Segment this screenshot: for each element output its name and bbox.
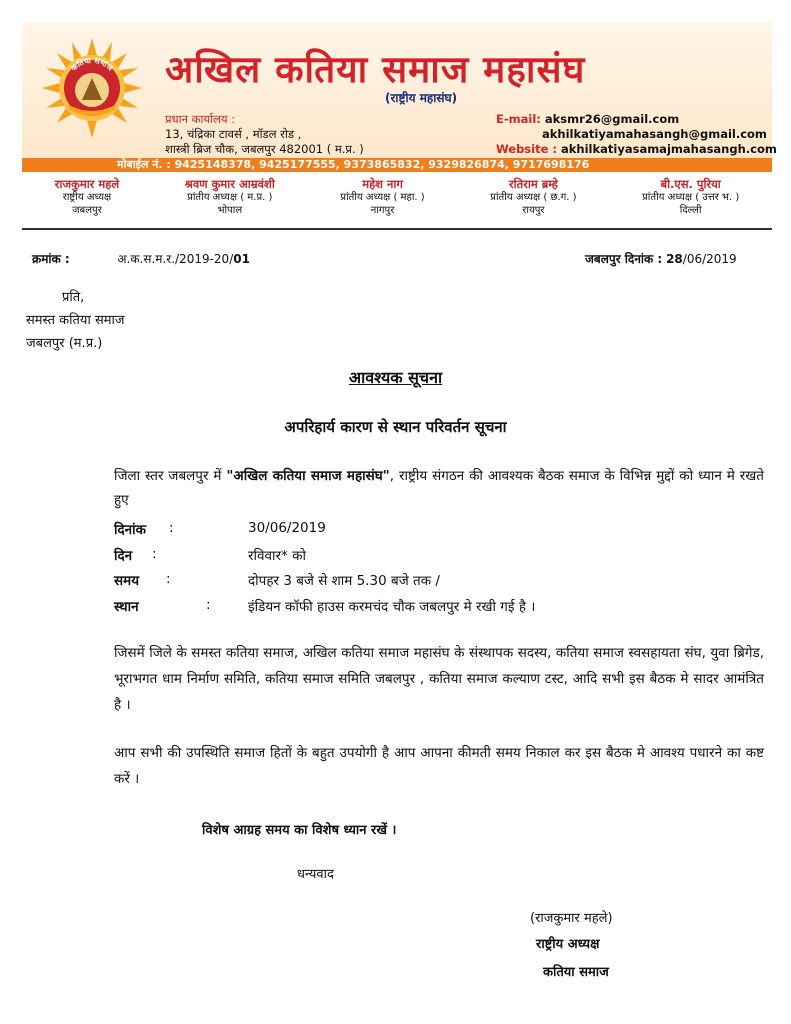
- header-divider: [22, 228, 772, 230]
- mobile-numbers-bar: मोबाईल नं. : 9425148378, 9425177555, 9373865832, 9329826874, 9717698176: [22, 158, 772, 172]
- detail-colon: :: [166, 571, 171, 587]
- detail-label: दिनांक: [114, 522, 147, 538]
- svg-text:कतिया समाज: [69, 56, 116, 74]
- office-line-1: 13, चंद्रिका टावर्स , मॉडल रोड ,: [165, 127, 302, 141]
- office-label: प्रधान कार्यालय :: [165, 112, 236, 126]
- notice-heading-wrap: [0, 366, 791, 388]
- intro-paragraph: [114, 464, 764, 512]
- detail-value: दोपहर 3 बजे से शाम 5.30 बजे तक /: [248, 573, 440, 589]
- date-day: 28: [666, 252, 683, 266]
- officers-row: [22, 178, 772, 217]
- signatory-title: राष्ट्रीय अध्यक्ष: [536, 937, 600, 952]
- detail-colon: :: [206, 597, 211, 613]
- officer-place: जबलपुर: [72, 205, 102, 216]
- notice-heading: आवश्यक सूचना: [348, 368, 443, 387]
- officer-name: रतिराम ब्रम्हे: [508, 177, 558, 191]
- logo-text: कतिया समाज: [69, 55, 115, 73]
- officer-1: [55, 178, 119, 217]
- email-1[interactable]: aksmr26@gmail.com: [544, 112, 680, 126]
- reference-prefix: अ.क.स.म.र./2019-20/: [117, 252, 234, 266]
- officer-place: नागपुर: [370, 205, 395, 216]
- officer-place: भोपाल: [217, 205, 243, 216]
- date-rest: /06/2019: [682, 252, 737, 266]
- officer-post: राष्ट्रीय अध्यक्ष: [62, 192, 112, 203]
- officer-3: [340, 178, 424, 217]
- contact-block: [496, 112, 777, 157]
- detail-value: 30/06/2019: [248, 520, 326, 536]
- signatory-org: कतिया समाज: [543, 965, 609, 980]
- date-label: जबलपुर दिनांक :: [585, 252, 663, 266]
- website-link[interactable]: akhilkatiyasamajmahasangh.com: [561, 142, 777, 156]
- officer-name: राजकुमार महले: [54, 177, 120, 191]
- organization-title: अखिल कतिया समाज महासंघ: [165, 48, 586, 91]
- officer-place: दिल्ली: [679, 205, 702, 216]
- special-note: विशेष आग्रह समय का विशेष ध्यान रखें ।: [202, 823, 397, 838]
- office-line-2: शास्त्री ब्रिज चौक, जबलपुर 482001 ( म.प्र. ): [165, 142, 364, 156]
- address-line-1: प्रति,: [62, 290, 85, 305]
- email-2[interactable]: akhilkatiyamahasangh@gmail.com: [542, 127, 767, 141]
- officer-post: प्रांतीय अध्यक्ष ( म.प्र. ): [187, 192, 273, 203]
- detail-label: स्थान: [114, 599, 139, 615]
- notice-subheading: अपरिहार्य कारण से स्थान परिवर्तन सूचना: [284, 418, 507, 436]
- officer-post: प्रांतीय अध्यक्ष ( महा. ): [340, 192, 425, 203]
- detail-colon: :: [169, 520, 174, 536]
- officer-2: [185, 178, 275, 217]
- intro-part-2: , राष्ट्रीय संगठन की आवश्यक बैठक समाज के विभिन्न मुद्दों को ध्यान मे रखते हुए: [114, 468, 764, 508]
- signatory-name: (राजकुमार महले): [530, 911, 613, 926]
- detail-value: रविवार* को: [248, 548, 306, 564]
- intro-part-1: जिला स्तर जबलपुर में: [114, 468, 227, 484]
- address-line-2: समस्त कतिया समाज: [26, 313, 125, 328]
- intro-org-name: "अखिल कतिया समाज महासंघ": [226, 468, 390, 484]
- officer-5: [642, 178, 739, 217]
- head-office-address: [165, 112, 364, 157]
- thanks-text: धन्यवाद: [297, 867, 334, 882]
- website-label: Website :: [496, 142, 557, 156]
- reference-number: [32, 250, 250, 267]
- reference-date: [585, 250, 737, 267]
- reference-bold: 01: [233, 252, 250, 266]
- reference-label: क्रमांक :: [32, 252, 70, 266]
- officer-post: प्रांतीय अध्यक्ष ( छ.ग. ): [490, 192, 577, 203]
- organization-subtitle: (राष्ट्रीय महासंघ): [385, 91, 458, 105]
- request-paragraph: आप सभी की उपस्थिति समाज हितों के बहुत उपयोगी है आप आपना कीमती समय निकाल कर इस बैठक मे आवश्य पधारने का कष्ट करें ।: [114, 745, 764, 787]
- officer-4: [490, 178, 576, 217]
- detail-value: इंडियन कॉफी हाउस करमचंद चौक जबलपुर मे रखी गई है ।: [248, 599, 536, 615]
- logo-arc-text: [42, 38, 142, 138]
- officer-name: महेश नाग: [362, 177, 403, 191]
- email-label: E-mail:: [496, 112, 541, 126]
- officer-name: बी.एस. पुरिया: [660, 177, 721, 191]
- officer-name: श्रवण कुमार आम्रवंशी: [184, 177, 275, 191]
- officer-post: प्रांतीय अध्यक्ष ( उत्तर भ. ): [642, 192, 740, 203]
- detail-colon: :: [152, 546, 157, 562]
- detail-label: दिन: [114, 548, 133, 564]
- invitation-paragraph: जिसमें जिले के समस्त कतिया समाज, अखिल कतिया समाज महासंघ के संस्थापक सदस्य, कतिया समाज स्वसहायता संघ, युवा ब्रिगेड, भूराभगत धाम निर्माण समिति, कतिया समाज समिति जबलपुर , कतिया समाज कल्याण टस्ट, आदि सभी इस बैठक मे सादर आमंत्रित है ।: [114, 645, 764, 713]
- officer-place: रायपुर: [522, 205, 545, 216]
- detail-label: समय: [114, 573, 140, 589]
- address-line-3: जबलपुर (म.प्र.): [26, 336, 103, 351]
- recipient-address: [26, 286, 125, 355]
